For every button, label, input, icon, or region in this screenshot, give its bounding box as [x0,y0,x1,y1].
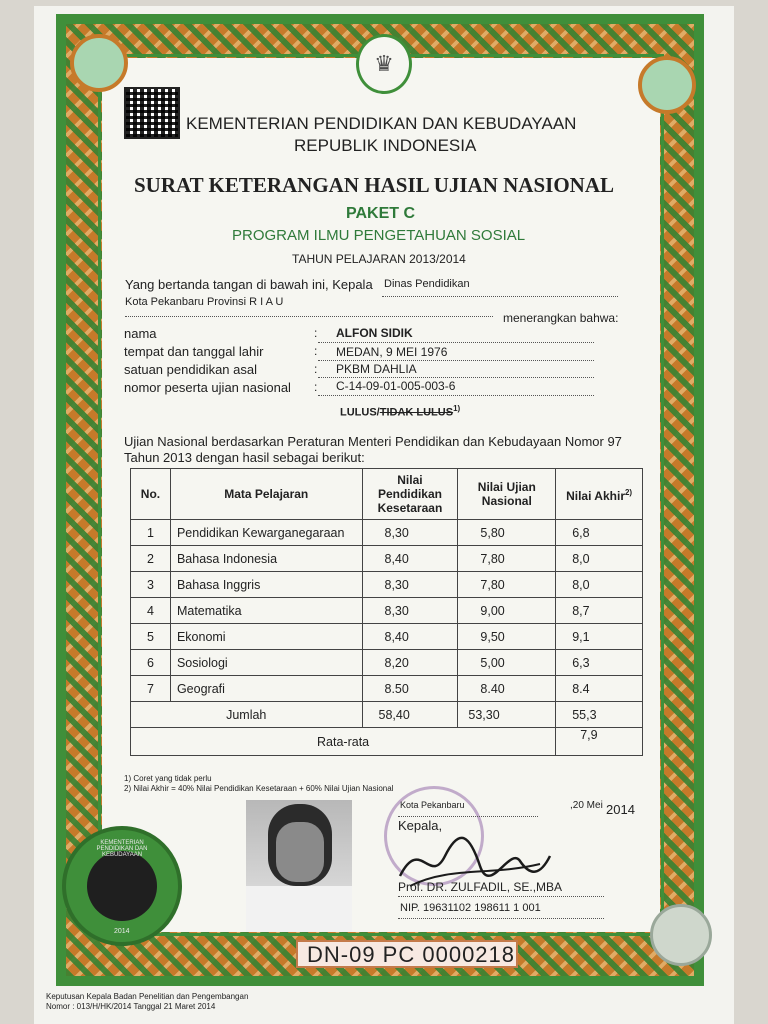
row-no: 3 [131,572,171,598]
table-row [131,546,643,572]
nip-dotted-line [398,918,604,919]
row-subject: Geografi [170,676,362,702]
header-national-exam-score: Nilai Ujian Nasional [458,469,556,520]
signatory-dotted-line [398,896,604,897]
office-location: Kota Pekanbaru Provinsi R I A U [125,296,284,308]
colon: : [314,362,318,376]
row-equivalency-score: 8.50 [362,676,458,702]
republic-name: REPUBLIK INDONESIA [294,136,477,155]
intro-text: Yang bertanda tangan di bawah ini, Kepala [125,277,373,292]
header-no: No. [131,469,171,520]
table-row [131,598,643,624]
row-no: 7 [131,676,171,702]
row-equivalency-score: 8,30 [362,598,458,624]
table-row [131,650,643,676]
signatory-name: Prof. DR. ZULFADIL, SE.,MBA [398,880,563,894]
birth-dotted-line [318,360,594,361]
row-equivalency-score: 8,20 [362,650,458,676]
total-final-score: 55,3 [556,702,643,728]
row-final-score: 6,3 [556,650,643,676]
header-final-footnote: 2) [624,487,633,497]
row-subject: Matematika [170,598,362,624]
corner-ornament-top-right [638,56,696,114]
average-final-score: 7,9 [556,728,643,756]
row-final-score: 9,1 [556,624,643,650]
city-dotted-line [398,816,538,817]
row-subject: Sosiologi [170,650,362,676]
header-final-score [556,469,643,520]
header-subject: Mata Pelajaran [170,469,362,520]
row-subject: Ekonomi [170,624,362,650]
row-equivalency-score: 8,30 [362,572,458,598]
school-dotted-line [318,377,594,378]
row-national-exam-score: 7,80 [458,546,556,572]
total-national-exam-score: 53,30 [458,702,556,728]
field-label-school: satuan pendidikan asal [124,362,257,377]
footnote-2: 2) Nilai Akhir = 40% Nilai Pendidikan Kesetaraan + 60% Nilai Ujian Nasional [124,784,394,793]
table-total-row [131,702,643,728]
row-subject: Pendidikan Kewarganegaraan [170,520,362,546]
row-national-exam-score: 8.40 [458,676,556,702]
signature-date: ,20 Mei [570,800,603,811]
serial-number: DN-09 PC 0000218 [307,942,516,967]
table-row [131,520,643,546]
field-value-name: ALFON SIDIK [336,326,413,340]
signature-year: 2014 [606,802,635,817]
row-no: 4 [131,598,171,624]
field-value-exam-number: C-14-09-01-005-003-6 [336,379,456,393]
ministry-name: KEMENTERIAN PENDIDIKAN DAN KEBUDAYAAN [186,114,577,133]
footer-decision: Keputusan Kepala Badan Penelitian dan Pengembangan [46,992,249,1001]
row-equivalency-score: 8,40 [362,546,458,572]
program-label: PROGRAM ILMU PENGETAHUAN SOSIAL [232,227,526,244]
total-label: Jumlah [131,702,363,728]
result-status [340,404,460,419]
signatory-nip: NIP. 19631102 198611 1 001 [400,902,541,914]
seal-center [87,851,157,921]
row-no: 2 [131,546,171,572]
table-row [131,624,643,650]
document-title: SURAT KETERANGAN HASIL UJIAN NASIONAL [134,173,614,197]
colon: : [314,344,318,358]
result-footnote-mark: 1) [453,404,461,413]
office-dotted-line [382,296,618,297]
regulation-text-line1: Ujian Nasional berdasarkan Peraturan Menteri Pendidikan dan Kebudayaan Nomor 97 [124,434,622,449]
signature-city: Kota Pekanbaru [400,800,465,810]
exam-number-dotted-line [318,395,594,396]
colon: : [314,326,318,340]
header-final-score-label: Nilai Akhir [566,488,625,503]
result-tidak-lulus: TIDAK LULUS [379,406,454,419]
office-name: Dinas Pendidikan [384,278,470,290]
footnote-1: 1) Coret yang tidak perlu [124,774,212,783]
academic-year: TAHUN PELAJARAN 2013/2014 [292,252,466,266]
row-final-score: 8,7 [556,598,643,624]
field-label-exam-number: nomor peserta ujian nasional [124,380,291,395]
total-equivalency-score: 58,40 [362,702,458,728]
row-national-exam-score: 9,50 [458,624,556,650]
colon: : [314,380,318,394]
row-equivalency-score: 8,30 [362,520,458,546]
average-label: Rata-rata [131,728,556,756]
field-value-school: PKBM DAHLIA [336,362,417,376]
field-label-name: nama [124,326,157,341]
table-average-row [131,728,643,756]
photo-shirt [246,886,352,932]
field-label-birth: tempat dan tanggal lahir [124,344,264,359]
seal-text: KEMENTERIAN PENDIDIKAN DAN KEBUDAYAAN [96,840,148,858]
location-dotted-line [125,316,493,317]
student-photo [246,800,352,932]
row-subject: Bahasa Indonesia [170,546,362,572]
row-subject: Bahasa Inggris [170,572,362,598]
table-row [131,572,643,598]
declares-text: menerangkan bahwa: [503,311,619,325]
row-national-exam-score: 7,80 [458,572,556,598]
table-header-row [131,469,643,520]
row-equivalency-score: 8,40 [362,624,458,650]
table-row [131,676,643,702]
paket-label: PAKET C [346,205,416,222]
signature-role: Kepala, [398,818,443,833]
header-equivalency-score: Nilai Pendidikan Kesetaraan [362,469,458,520]
row-no: 5 [131,624,171,650]
row-final-score: 8,0 [556,546,643,572]
regulation-text-line2: Tahun 2013 dengan hasil sebagai berikut: [124,450,365,465]
corner-ornament-top-left [70,34,128,92]
name-dotted-line [318,342,594,343]
footer-decision-number: Nomor : 013/H/HK/2014 Tanggal 21 Maret 2014 [46,1002,216,1011]
photo-face [276,822,324,882]
row-final-score: 6,8 [556,520,643,546]
row-no: 1 [131,520,171,546]
field-value-birth: MEDAN, 9 MEI 1976 [336,345,448,359]
row-national-exam-score: 9,00 [458,598,556,624]
row-final-score: 8.4 [556,676,643,702]
row-national-exam-score: 5,00 [458,650,556,676]
row-no: 6 [131,650,171,676]
garuda-emblem-icon: ♛ [356,34,412,94]
result-lulus: LULUS/ [340,406,380,419]
row-national-exam-score: 5,80 [458,520,556,546]
grades-table [130,468,643,756]
row-final-score: 8,0 [556,572,643,598]
qr-code-icon [124,87,180,139]
seal-year: 2014 [114,928,130,935]
hologram-sticker-icon [650,904,712,966]
